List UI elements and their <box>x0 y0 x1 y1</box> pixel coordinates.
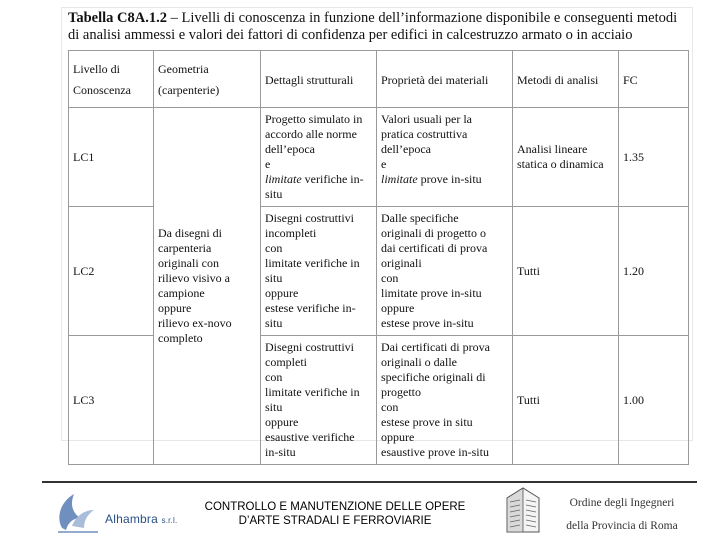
cell-line: Tutti <box>517 263 540 278</box>
cell-line: originali con <box>158 256 219 270</box>
table-caption <box>68 10 688 44</box>
cell-line: originali <box>381 256 422 270</box>
cell-line: accordo alle norme <box>265 127 357 141</box>
fc-cell: 1.00 <box>619 336 689 465</box>
table-row-lc1 <box>69 108 689 207</box>
header-fc: FC <box>619 51 689 108</box>
level-cell: LC1 <box>69 108 154 207</box>
cell-line: in-situ <box>265 445 296 459</box>
proprieta-cell <box>377 108 513 207</box>
alhambra-logo-icon <box>52 488 182 534</box>
cell-line: specifiche originali di <box>381 370 486 384</box>
cell-line: limitate prove in-situ <box>381 172 482 186</box>
cell-line: limitate verifiche in- <box>265 172 364 186</box>
fc-cell: 1.35 <box>619 108 689 207</box>
cell-line: originali o dalle <box>381 355 457 369</box>
cell-line: rilievo visivo a <box>158 271 230 285</box>
cell-line: limitate verifiche in <box>265 256 360 270</box>
level-cell: LC3 <box>69 336 154 465</box>
level-cell: LC2 <box>69 207 154 336</box>
cell-line: carpenteria <box>158 241 212 255</box>
dettagli-cell <box>261 108 377 207</box>
dettagli-cell <box>261 336 377 465</box>
cell-line: campione <box>158 286 205 300</box>
metodi-cell <box>513 207 619 336</box>
cell-line: oppure <box>265 415 299 429</box>
cell-line: Disegni costruttivi <box>265 340 354 354</box>
cell-line: e <box>381 157 387 171</box>
cell-line: oppure <box>265 286 299 300</box>
cell-line: dai certificati di prova <box>381 241 488 255</box>
header-metodi: Metodi di analisi <box>513 51 619 108</box>
cell-line: Dai certificati di prova <box>381 340 490 354</box>
header-proprieta: Proprietà dei materiali <box>377 51 513 108</box>
knowledge-levels-table <box>68 50 689 465</box>
header-geometria: Geometria (carpenterie) <box>154 51 261 108</box>
cell-line: esaustive prove in-situ <box>381 445 489 459</box>
cell-line: incompleti <box>265 226 317 240</box>
cell-line: statica o dinamica <box>517 157 604 171</box>
cell-line: situ <box>265 316 283 330</box>
cell-line: Dalle specifiche <box>381 211 459 225</box>
cell-line: rilievo ex-novo <box>158 316 232 330</box>
cell-line: con <box>265 370 283 384</box>
cell-line: con <box>381 271 399 285</box>
cell-line: dell’epoca <box>381 142 431 156</box>
cell-line: completo <box>158 331 203 345</box>
cell-line: completi <box>265 355 307 369</box>
caption-label: Tabella C8A.1.2 <box>68 10 167 26</box>
cell-line: progetto <box>381 385 421 399</box>
cell-line: Analisi lineare <box>517 142 588 156</box>
cell-line: Disegni costruttivi <box>265 211 354 225</box>
footer-title: CONTROLLO E MANUTENZIONE DELLE OPERE D’ARTE STRADALI E FERROVIARIE <box>204 501 466 527</box>
cell-line: oppure <box>381 430 415 444</box>
logo-wordmark: Alhambra s.r.l. <box>105 512 178 526</box>
fc-cell: 1.20 <box>619 207 689 336</box>
geometria-cell <box>154 108 261 465</box>
cell-line: situ <box>265 187 283 201</box>
cell-line: Progetto simulato in <box>265 112 363 126</box>
cell-line: oppure <box>381 301 415 315</box>
cell-line: originali di progetto o <box>381 226 486 240</box>
caption-text: – Livelli di conoscenza in funzione dell’informazione disponibile e conseguenti metodi di analisi ammessi e valori dei fattori di confidenza per edifici in calcestruzzo armato o in acciaio <box>68 10 678 43</box>
cell-line: dell’epoca <box>265 142 315 156</box>
building-icon <box>503 486 543 534</box>
cell-line: Valori usuali per la <box>381 112 472 126</box>
cell-line: e <box>265 157 271 171</box>
metodi-cell <box>513 336 619 465</box>
table-header-row <box>69 51 689 108</box>
cell-line: con <box>265 241 283 255</box>
cell-line: esaustive verifiche <box>265 430 355 444</box>
cell-line: oppure <box>158 301 192 315</box>
proprieta-cell <box>377 207 513 336</box>
cell-line: pratica costruttiva <box>381 127 468 141</box>
cell-line: estese prove in situ <box>381 415 473 429</box>
cell-line: situ <box>265 400 283 414</box>
cell-line: limitate prove in-situ <box>381 286 482 300</box>
footer-divider <box>42 481 697 483</box>
cell-line: estese verifiche in- <box>265 301 356 315</box>
cell-line: estese prove in-situ <box>381 316 474 330</box>
header-dettagli: Dettagli strutturali <box>261 51 377 108</box>
dettagli-cell <box>261 207 377 336</box>
header-livello: Livello di Conoscenza <box>69 51 154 108</box>
cell-line: Tutti <box>517 392 540 407</box>
cell-line: situ <box>265 271 283 285</box>
proprieta-cell <box>377 336 513 465</box>
metodi-cell <box>513 108 619 207</box>
organization-name: Ordine degli Ingegneri della Provincia di Roma <box>566 497 678 532</box>
cell-line: con <box>381 400 399 414</box>
cell-line: limitate verifiche in <box>265 385 360 399</box>
cell-line: Da disegni di <box>158 226 222 240</box>
